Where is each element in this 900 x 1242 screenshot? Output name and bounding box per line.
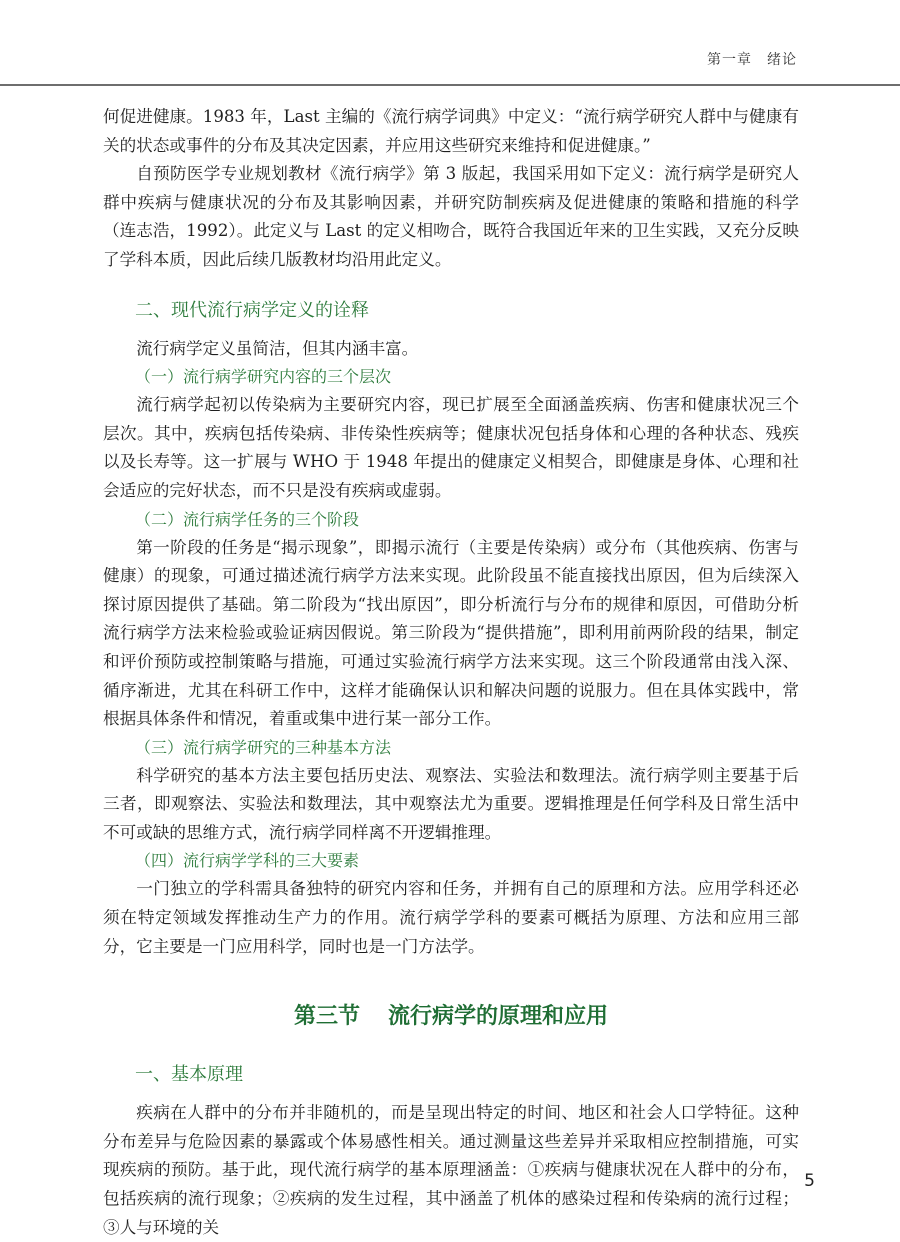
- page-number: 5: [804, 1171, 815, 1191]
- section-heading-interpretation: 二、现代流行病学定义的诠释: [135, 299, 369, 321]
- running-header-chapter: 第一章 绪论: [707, 52, 797, 68]
- section-title-text: 流行病学的原理和应用: [388, 1004, 609, 1030]
- paragraph-basic-methods: 科学研究的基本方法主要包括历史法、观察法、实验法和数理法。流行病学则主要基于后三者，即观察法、实验法和数理法，其中观察法尤为重要。逻辑推理是任何学科及日常生活中不可或缺的思维方式，流行病学同样离不开逻辑推理。: [103, 765, 799, 842]
- subheading-basic-methods: （三）流行病学研究的三种基本方法: [135, 737, 392, 757]
- paragraph-task-stages: 第一阶段的任务是“揭示现象”，即揭示流行（主要是传染病）或分布（其他疾病、伤害与健康）的现象，可通过描述流行病学方法来实现。此阶段虽不能直接找出原因，但为后续深入探讨原因提供了基础。第二阶段为“找出原因”，即分析流行与分布的规律和原因，可借助分析流行病学方法来检验或验证病因假说。第三阶段为“提供措施”，即利用前两阶段的结果，制定和评价预防或控制策略与措施，可通过实验流行病学方法来实现。这三个阶段通常由浅入深、循序渐进，尤其在科研工作中，这样才能确保认识和解决问题的说服力。但在具体实践中，常根据具体条件和情况，着重或集中进行某一部分工作。: [103, 537, 799, 729]
- subheading-task-stages: （二）流行病学任务的三个阶段: [135, 509, 360, 529]
- section-title: [103, 1001, 799, 1033]
- paragraph-basic-principles: 疾病在人群中的分布并非随机的，而是呈现出特定的时间、地区和社会人口学特征。这种分布差异与危险因素的暴露或个体易感性相关。通过测量这些差异并采取相应控制措施，可实现疾病的预防。基于此，现代流行病学的基本原理涵盖：①疾病与健康状况在人群中的分布，包括疾病的流行现象；②疾病的发生过程，其中涵盖了机体的感染过程和传染病的流行过程；③人与环境的关: [103, 1103, 799, 1237]
- paragraph-interpretation-intro: 流行病学定义虽简洁，但其内涵丰富。: [136, 338, 419, 358]
- subheading-research-levels: （一）流行病学研究内容的三个层次: [135, 367, 392, 387]
- paragraph-research-levels: 流行病学起初以传染病为主要研究内容，现已扩展至全面涵盖疾病、伤害和健康状况三个层次。其中，疾病包括传染病、非传染性疾病等；健康状况包括身体和心理的各种状态、残疾以及长寿等。这一扩展与 WHO 于 1948 年提出的健康定义相契合，即健康是身体、心理和社会适应的完好状态，而不只是没有疾病或虚弱。: [103, 395, 799, 500]
- paragraph-discipline-elements: 一门独立的学科需具备独特的研究内容和任务，并拥有自己的原理和方法。应用学科还必须在特定领域发挥推动生产力的作用。流行病学学科的要素可概括为原理、方法和应用三部分，它主要是一门应用科学，同时也是一门方法学。: [103, 879, 799, 956]
- subheading-discipline-elements: （四）流行病学学科的三大要素: [135, 851, 360, 871]
- paragraph-last-definition: 何促进健康。1983 年，Last 主编的《流行病学词典》中定义：“流行病学研究人群中与健康有关的状态或事件的分布及其决定因素，并应用这些研究来维持和促进健康。”: [103, 107, 799, 155]
- paragraph-china-definition: 自预防医学专业规划教材《流行病学》第 3 版起，我国采用如下定义：流行病学是研究人群中疾病与健康状况的分布及其影响因素，并研究防制疾病及促进健康的策略和措施的科学（连志浩，1992）。此定义与 Last 的定义相吻合，既符合我国近年来的卫生实践，又充分反映了学科本质，因此后续几版教材均沿用此定义。: [103, 164, 799, 269]
- section-heading-basic-principles: 一、基本原理: [135, 1064, 243, 1086]
- page-body: [103, 103, 799, 1242]
- header-rule: [0, 84, 900, 86]
- section-number: 第三节: [293, 1004, 360, 1030]
